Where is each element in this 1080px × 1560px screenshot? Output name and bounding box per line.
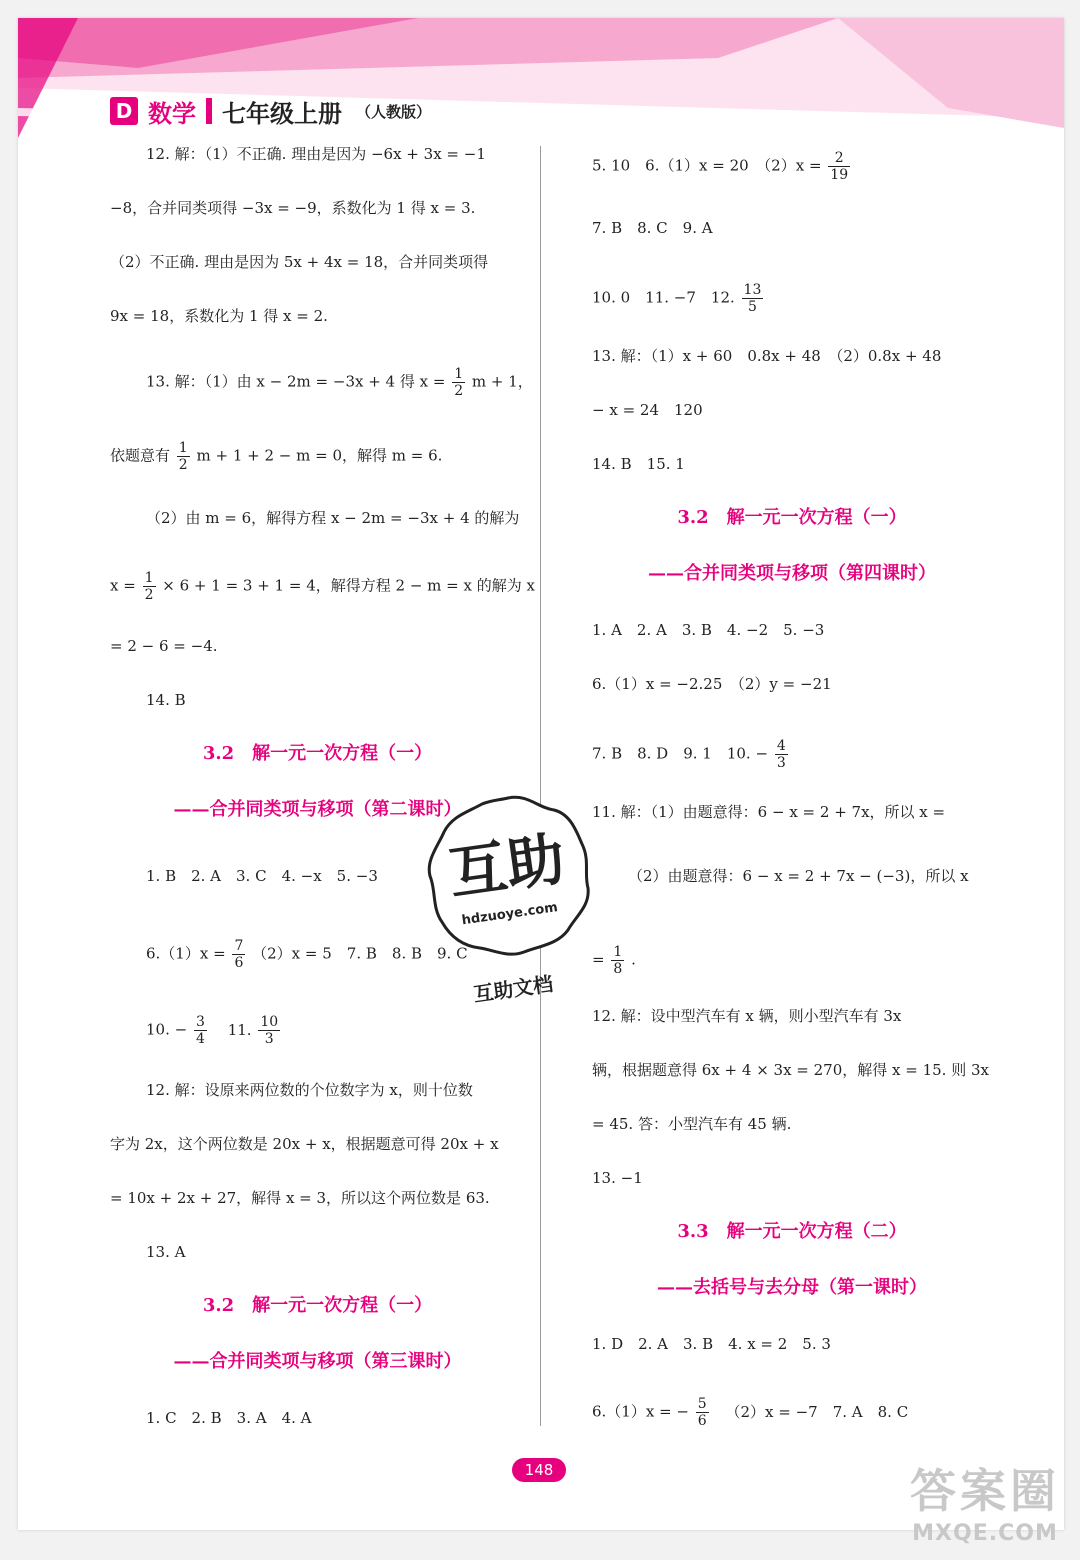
section-subtitle: ——去括号与去分母（第一课时） [657,1277,927,1298]
fraction [452,366,465,399]
text: 11. [227,1020,252,1039]
answer-line: −8，合并同类项得 −3x = −9，系数化为 1 得 x = 3. [110,199,476,217]
fraction [258,1014,280,1047]
answer-line: 12. 解：设原来两位数的个位数字为 x，则十位数 [146,1081,473,1099]
fraction [775,738,788,771]
answer-line: 1. A 2. A 3. B 4. −2 5. −3 [592,621,825,639]
text: （2）x = −7 7. A 8. C [725,1402,909,1421]
site-watermark [910,1455,1060,1546]
answer-line: （2）不正确. 理由是因为 5x + 4x = 18，合并同类项得 [110,253,489,271]
text: m + 1， [471,372,533,391]
numerator: 3 [195,1014,205,1030]
numerator: 4 [776,738,786,754]
section-subtitle: ——合并同类项与移项（第三课时） [173,1351,462,1372]
section-subtitle: ——合并同类项与移项（第二课时） [173,799,462,820]
section-subtitle: ——合并同类项与移项（第四课时） [648,563,936,584]
denominator: 6 [697,1413,707,1429]
numerator: 13 [743,282,762,298]
answer-line [110,570,535,603]
section-title: 3.2 解一元一次方程（一） [202,743,433,764]
text: （2）x = 5 7. B 8. B 9. C [252,944,468,963]
stamp-text: 互助 [444,824,569,908]
denominator: 3 [776,755,786,771]
text: 10. − [146,1020,188,1039]
stamp-caption: 互助文档 [471,971,555,1007]
answer-line: 12. 解：设中型汽车有 x 辆，则小型汽车有 3x [592,1007,902,1025]
answer-line [110,440,442,473]
denominator: 4 [195,1031,205,1047]
fraction [232,938,245,971]
answer-line: 11. 解：（1）由题意得：6 − x = 2 + 7x，所以 x = [592,803,946,821]
edition-label: （人教版） [356,102,432,121]
page-number: 148 [512,1458,566,1482]
denominator: 6 [234,955,244,971]
subject-title: 数学 [148,99,196,128]
fraction [696,1396,709,1429]
answer-line: 13. 解：（1）x + 60 0.8x + 48 （2）0.8x + 48 [592,347,942,365]
numerator: 10 [260,1014,279,1030]
answer-line: 1. B 2. A 3. C 4. −x 5. −3 [146,867,378,885]
denominator: 8 [613,961,623,977]
text: 7. B 8. D 9. 1 10. − [592,744,769,763]
answer-line [146,366,533,399]
answer-line [592,944,636,977]
answer-line: 13. −1 [592,1169,643,1187]
header-divider-bar [206,98,212,124]
denominator: 19 [830,167,849,183]
text: × 6 + 1 = 3 + 1 = 4，解得方程 2 − m = x 的解为 x [162,576,535,595]
denominator: 2 [178,457,188,473]
fraction [828,150,850,183]
hdzuoye-stamp-logo [418,786,598,966]
answer-line [592,282,765,315]
section-badge: D [110,97,138,125]
fraction [194,1014,207,1047]
text: = [592,950,605,969]
text: 13. 解：（1）由 x − 2m = −3x + 4 得 x = [146,372,446,391]
answer-line: （2）由题意得：6 − x = 2 + 7x − (−3)，所以 x [628,867,969,885]
section-title: 3.3 解一元一次方程（二） [677,1221,907,1242]
answer-line: − x = 24 120 [592,401,703,419]
grade-title: 七年级上册 [222,98,342,128]
denominator: 3 [264,1031,274,1047]
stamp-url: hdzuoye.com [460,900,559,929]
section-title: 3.2 解一元一次方程（一） [202,1295,433,1316]
answer-line [592,1396,908,1429]
numerator: 2 [828,150,850,167]
answer-line: = 2 − 6 = −4. [110,637,218,655]
numerator: 5 [697,1396,707,1412]
answer-line: 14. B 15. 1 [592,455,685,473]
text: 6.（1）x = [146,944,226,963]
fraction [143,570,156,603]
text: . [631,950,636,969]
numerator: 7 [234,938,244,954]
answer-line: 字为 2x，这个两位数是 20x + x，根据题意可得 20x + x [110,1135,499,1153]
text: 6.（1）x = − [592,1402,689,1421]
answer-line: 辆，根据题意得 6x + 4 × 3x = 270，解得 x = 15. 则 3x [592,1061,989,1079]
answer-line: 6.（1）x = −2.25 （2）y = −21 [592,675,832,693]
denominator: 2 [454,383,464,399]
answer-line: 12. 解：（1）不正确. 理由是因为 −6x + 3x = −1 [146,145,486,163]
answer-line [592,150,852,183]
numerator: 1 [144,570,154,586]
answer-line [146,1014,282,1047]
text: 10. 0 11. −7 12. [592,288,735,307]
watermark-url: MXQE.COM [912,1521,1058,1546]
text: 依题意有 [110,446,171,465]
text: 5. 10 6.（1）x = 20 （2）x = [592,156,822,175]
denominator: 2 [144,587,154,603]
fraction [611,944,624,977]
fraction [177,440,190,473]
answer-line: 1. D 2. A 3. B 4. x = 2 5. 3 [592,1335,831,1353]
section-title: 3.2 解一元一次方程（一） [677,507,907,528]
watermark-text: 答案圈 [910,1464,1060,1518]
text: x = [110,576,136,595]
page-header [110,94,431,128]
answer-line: 9x = 18，系数化为 1 得 x = 2. [110,307,328,325]
answer-line: 1. C 2. B 3. A 4. A [146,1409,312,1427]
header-banner [18,18,1064,158]
answer-line: 7. B 8. C 9. A [592,219,713,237]
answer-line: 13. A [146,1243,186,1261]
answer-line: 14. B [146,691,186,709]
answer-line: = 10x + 2x + 27，解得 x = 3，所以这个两位数是 63. [110,1189,490,1207]
answer-line: （2）由 m = 6，解得方程 x − 2m = −3x + 4 的解为 [146,509,520,527]
numerator: 1 [613,944,623,960]
denominator: 5 [748,299,757,315]
page [18,18,1064,1530]
answer-line: = 45. 答：小型汽车有 45 辆. [592,1115,792,1133]
numerator: 1 [178,440,188,456]
answer-line [592,738,790,771]
fraction [742,282,764,315]
text: m + 1 + 2 − m = 0，解得 m = 6. [196,446,443,465]
numerator: 1 [454,366,464,382]
